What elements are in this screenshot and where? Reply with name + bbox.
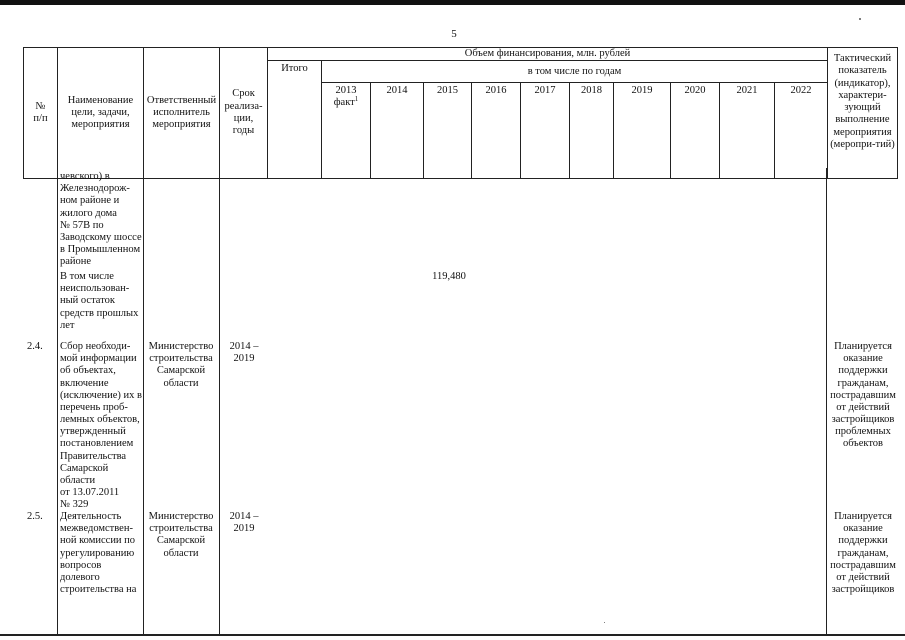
row-responsible-2-5: Министерство строительства Самарской области [148, 511, 214, 559]
header-total: Итого [268, 61, 322, 179]
header-name: Наименование цели, задачи, мероприятия [58, 48, 144, 179]
top-scan-border [0, 0, 905, 5]
year-2013-label: 2013 факт [333, 85, 357, 109]
row-name-2-4: Сбор необходи- мой информации об объектах, включение (исключение) их в перечень проб- лемных объектов, утвержденный постановлением Правительства Самарской области от 13.07.2011 № 329 [60, 341, 142, 511]
row-term-2-4: 2014 – 2019 [229, 341, 259, 365]
header-year-2014: 2014 [371, 83, 424, 179]
header-term: Срок реализа-ции, годы [220, 48, 268, 179]
row-number-2-5: 2.5. [27, 511, 43, 522]
bottom-scan-border [0, 634, 905, 636]
header-responsible: Ответственный исполнитель мероприятия [144, 48, 220, 179]
header-year-2021: 2021 [720, 83, 775, 179]
scan-speck [604, 622, 605, 623]
header-year-2018: 2018 [570, 83, 614, 179]
header-year-2019: 2019 [614, 83, 671, 179]
page-number: 5 [451, 28, 457, 40]
header-year-2020: 2020 [671, 83, 720, 179]
header-financing: Объем финансирования, млн. рублей [268, 48, 828, 61]
row-indicator-2-4: Планируется оказание поддержки гражданам, пострадавшим от действий застройщиков проблемных объектов [830, 341, 896, 450]
row-name-2-5: Деятельность межведомствен- ной комиссии по урегулированию вопросов долевого строительства на [60, 511, 137, 596]
footnote-mark: 1 [354, 95, 359, 104]
row-responsible-2-4: Министерство строительства Самарской области [148, 341, 214, 389]
scan-speck [859, 18, 861, 20]
header-year-2022: 2022 [775, 83, 828, 179]
column-rule [826, 168, 827, 634]
table-header [23, 47, 898, 179]
row-value-2015: 119,480 [432, 271, 466, 282]
column-rule [219, 168, 220, 634]
row-number-2-4: 2.4. [27, 341, 43, 352]
row-term-2-5: 2014 – 2019 [229, 511, 259, 535]
row-name-unused-remainder: В том числе неиспользован- ный остаток средств прошлых лет [60, 271, 139, 331]
header-num: № п/п [24, 48, 58, 179]
row-name-continuation: чевского) в Железнодорож- ном районе и жилого дома № 57В по Заводскому шоссе в Промышленном районе [60, 171, 142, 268]
header-year-2013 [322, 83, 371, 179]
header-year-2017: 2017 [521, 83, 570, 179]
header-year-2015: 2015 [424, 83, 472, 179]
row-indicator-2-5: Планируется оказание поддержки гражданам, пострадавшим от действий застройщиков [830, 511, 896, 596]
header-year-2016: 2016 [472, 83, 521, 179]
column-rule [57, 168, 58, 634]
header-indicator: Тактический показатель (индикатор), характери-зующий выполнение мероприятия (меропри-тий) [828, 48, 898, 179]
header-by-years: в том числе по годам [322, 61, 828, 83]
